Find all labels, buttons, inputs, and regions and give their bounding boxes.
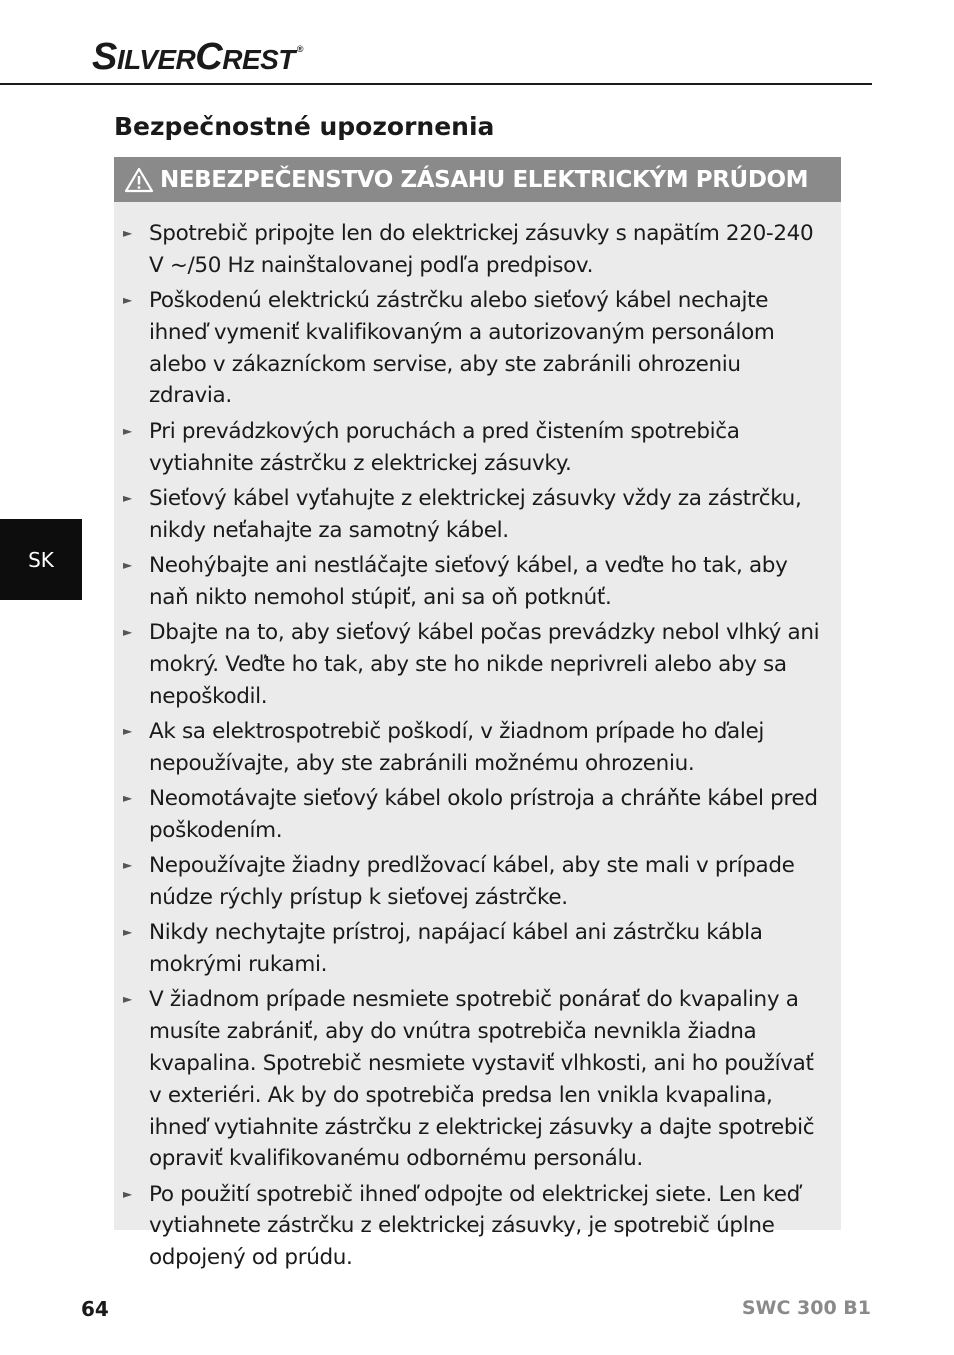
list-item-text: Pri prevádzkových poruchách a pred čistením spotrebiča vytiahnite zástrčku z elektrickej zásuvky. — [149, 418, 740, 476]
warning-heading: NEBEZPEČENSTVO ZÁSAHU ELEKTRICKÝM PRÚDOM — [160, 166, 809, 193]
list-item-text: Ak sa elektrospotrebič poškodí, v žiadnom prípade ho ďalej nepoužívajte, aby ste zabránili možnému ohrozeniu. — [149, 718, 764, 776]
list-item-text: Neohýbajte ani nestláčajte sieťový kábel, a veďte ho tak, aby naň nikto nemohol stúpiť, ani sa oň potknúť. — [149, 552, 788, 610]
list-item-text: Nepoužívajte žiadny predlžovací kábel, aby ste mali v prípade núdze rýchly prístup k sieťovej zástrčke. — [149, 853, 795, 910]
brand-logo: SILVERCREST ® — [92, 36, 304, 78]
list-item-text: Spotrebič pripojte len do elektrickej zásuvky s napätím 220-240 V ~/50 Hz nainštalovanej podľa predpisov. — [149, 221, 814, 278]
list-item — [123, 416, 827, 480]
list-item — [123, 483, 827, 547]
list-item — [123, 716, 827, 780]
header-divider — [0, 83, 872, 85]
list-item-text: Po použití spotrebič ihneď odpojte od elektrickej siete. Len keď vytiahnete zástrčku z elektrickej zásuvky, je spotrebič úplne odpojený od prúdu. — [149, 1181, 800, 1271]
warning-header — [114, 157, 841, 202]
page-number: 64 — [81, 1297, 109, 1321]
list-item — [123, 550, 827, 614]
triangle-right-icon: ► — [123, 791, 132, 806]
triangle-right-icon: ► — [123, 557, 132, 572]
triangle-right-icon: ► — [123, 490, 132, 505]
list-item-text: Dbajte na to, aby sieťový kábel počas prevádzky nebol vlhký ani mokrý. Veďte ho tak, aby ste ho nikde neprivreli alebo aby sa nepoškodil. — [149, 620, 820, 709]
triangle-right-icon: ► — [123, 423, 132, 438]
triangle-right-icon: ► — [123, 723, 132, 738]
triangle-right-icon: ► — [123, 992, 132, 1007]
safety-list — [114, 202, 841, 1274]
model-number: SWC 300 B1 — [741, 1297, 871, 1319]
list-item — [123, 783, 827, 847]
list-item — [123, 218, 827, 282]
list-item-text: Nikdy nechytajte prístroj, napájací kábel ani zástrčku kábla mokrými rukami. — [149, 920, 763, 978]
list-item-text: Poškodenú elektrickú zástrčku alebo sieťový kábel nechajte ihneď vymeniť kvalifikovaným a autorizovaným personálom alebo v zákazníckom servise, aby ste zabránili ohrozeniu zdravia. — [149, 288, 775, 409]
page-title: Bezpečnostné upozornenia — [114, 112, 495, 141]
language-tab — [0, 519, 82, 600]
list-item-text: V žiadnom prípade nesmiete spotrebič ponárať do kvapaliny a musíte zabrániť, aby do vnútra spotrebiča nevnikla žiadna kvapalina. Spotrebič nesmiete vystaviť vlhkosti, ani ho používať v exteriéri. Ak by do spotrebiča predsa len vnikla kvapalina, ihneď vytiahnite zástrčku z elektrickej zásuvky a dajte spotrebič opraviť kvalifikovanému odbornému personálu. — [149, 987, 815, 1172]
list-item — [123, 617, 827, 712]
list-item-text: Neomotávajte sieťový kábel okolo prístroja a chráňte kábel pred poškodením. — [149, 786, 818, 843]
language-tab-label: SK — [28, 547, 54, 572]
list-item — [123, 1179, 827, 1274]
triangle-right-icon: ► — [123, 625, 132, 640]
triangle-right-icon: ► — [123, 1186, 132, 1201]
list-item — [123, 984, 827, 1175]
warning-triangle-icon — [124, 167, 154, 193]
triangle-right-icon: ► — [123, 293, 132, 308]
list-item — [123, 285, 827, 412]
list-item — [123, 917, 827, 981]
triangle-right-icon: ► — [123, 925, 132, 940]
warning-box — [114, 157, 841, 1271]
list-item-text: Sieťový kábel vyťahujte z elektrickej zásuvky vždy za zástrčku, nikdy neťahajte za samotný kábel. — [149, 485, 802, 543]
triangle-right-icon: ► — [123, 858, 132, 873]
list-item — [123, 850, 827, 914]
triangle-right-icon: ► — [123, 226, 132, 240]
